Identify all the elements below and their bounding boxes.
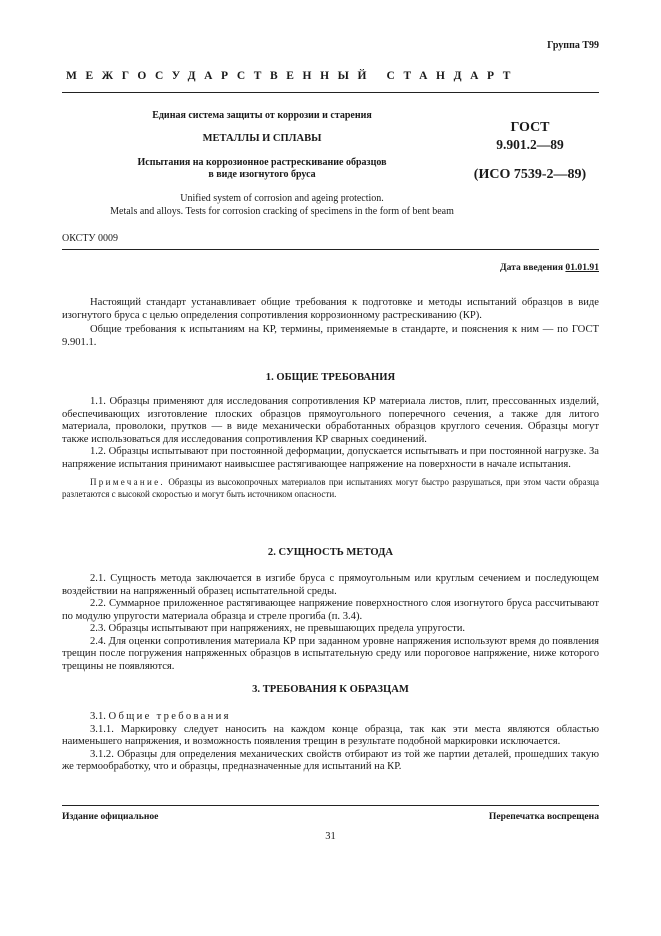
note-label: Примечание. — [90, 477, 165, 487]
section-2-body — [62, 573, 599, 673]
intro-block — [62, 297, 599, 349]
section-3-title: 3. ТРЕБОВАНИЯ К ОБРАЗЦАМ — [252, 684, 409, 695]
official-edition-label: Издание официальное — [62, 811, 159, 822]
intro-paragraph: Настоящий стандарт устанавливает общие требования к подготовке и методы испытаний образцов в виде изогнутого бруса с целью определения сопротивления коррозионному растрескиванию (КР). — [62, 297, 599, 321]
intro-date-label: Дата введения — [499, 262, 564, 273]
note-text: Образцы из высокопрочных материалов при испытаниях могут быстро разрушаться, при этом части образца разлетаются с высокой скоростью и могут быть источником опасности. — [62, 477, 599, 499]
english-title-line-2: Metals and alloys. Tests for corrosion cracking of specimens in the form of bent beam — [110, 206, 454, 217]
header-rule — [62, 92, 599, 93]
paragraph-2-1: 2.1. Сущность метода заключается в изгибе бруса с прямоугольным или круглым сечением и последующем воздействии на напряженный образец испытательной среды. — [62, 573, 599, 597]
note-paragraph — [62, 476, 599, 500]
section-1-body — [62, 396, 599, 500]
intro-date-value: 01.01.91 — [565, 262, 599, 273]
section-2-title: 2. СУЩНОСТЬ МЕТОДА — [267, 547, 394, 558]
okstu-rule — [62, 249, 599, 250]
group-label: Группа Т99 — [547, 40, 599, 51]
reprint-prohibited-label: Перепечатка воспрещена — [488, 811, 599, 822]
subject-title: МЕТАЛЛЫ И СПЛАВЫ — [202, 133, 322, 144]
paragraph-2-2: 2.2. Суммарное приложенное растягивающее напряжение поверхностного слоя изогнутого бруса рассчитывают по модулю упругости материала образца и стреле прогиба (п. 3.4). — [62, 598, 599, 622]
subsection-title: Общие требования — [108, 711, 231, 722]
paragraph-3-1-1: 3.1.1. Маркировку следует наносить на каждом конце образца, так как эти места являются областью наименьшего напряжения, и возможность появления трещин в результате подобной маркировки исключается. — [62, 723, 599, 747]
paragraph-1-1: 1.1. Образцы применяют для исследования сопротивления КР материала листов, плит, прессованных изделий, обеспечивающих изготовление плоских образцов прямоугольного поперечного сечения, а также для литого материала, проволоки, прутков — в виде механически обработанных образцов круглого сечения. Образцы могут также использоваться для исследования сопротивления КР сварных соединений. — [62, 396, 599, 445]
intro-paragraph: Общие требования к испытаниям на КР, термины, применяемые в стандарте, и пояснения к ним — по ГОСТ 9.901.1. — [62, 324, 599, 348]
page-number: 31 — [325, 831, 336, 842]
gost-label: ГОСТ — [510, 120, 550, 135]
footer-rule — [62, 805, 599, 806]
test-title-line-2: в виде изогнутого бруса — [208, 169, 316, 180]
section-1-title: 1. ОБЩИЕ ТРЕБОВАНИЯ — [265, 372, 396, 383]
subsection-number: 3.1. — [90, 711, 106, 722]
system-title: Единая система защиты от коррозии и старения — [152, 110, 372, 121]
paragraph-2-4: 2.4. Для оценки сопротивления материала КР при заданном уровне напряжения используют время до появления трещин после погружения напряженных образцов в испытательную среду или пороговое напряжение, ниже которого трещины не появляются. — [62, 635, 599, 672]
section-3-body — [62, 711, 599, 774]
okstu-code: ОКСТУ 0009 — [62, 233, 119, 244]
paragraph-2-3: 2.3. Образцы испытывают при напряжениях, не превышающих предела упругости. — [90, 623, 466, 634]
test-title-line-1: Испытания на коррозионное растрескивание образцов — [137, 157, 387, 168]
english-title-line-1: Unified system of corrosion and ageing protection. — [180, 193, 384, 204]
iso-number: (ИСО 7539-2—89) — [473, 167, 587, 182]
paragraph-3-1-2: 3.1.2. Образцы для определения механических свойств отбирают из той же партии деталей, прошедших такую же термообработку, что и образцы, предназначенные для испытаний на КР. — [62, 748, 599, 772]
interstate-standard-heading: МЕЖГОСУДАРСТВЕННЫЙ СТАНДАРТ — [66, 70, 520, 82]
intro-date — [500, 262, 599, 273]
subsection-3-1-heading — [62, 711, 599, 724]
gost-number: 9.901.2—89 — [496, 137, 564, 152]
paragraph-1-2: 1.2. Образцы испытывают при постоянной деформации, допускается испытывать и при постоянной нагрузке. За напряжение испытания принимают наивысшее растягивающее напряжение на поверхности в начале испытания. — [62, 446, 599, 470]
